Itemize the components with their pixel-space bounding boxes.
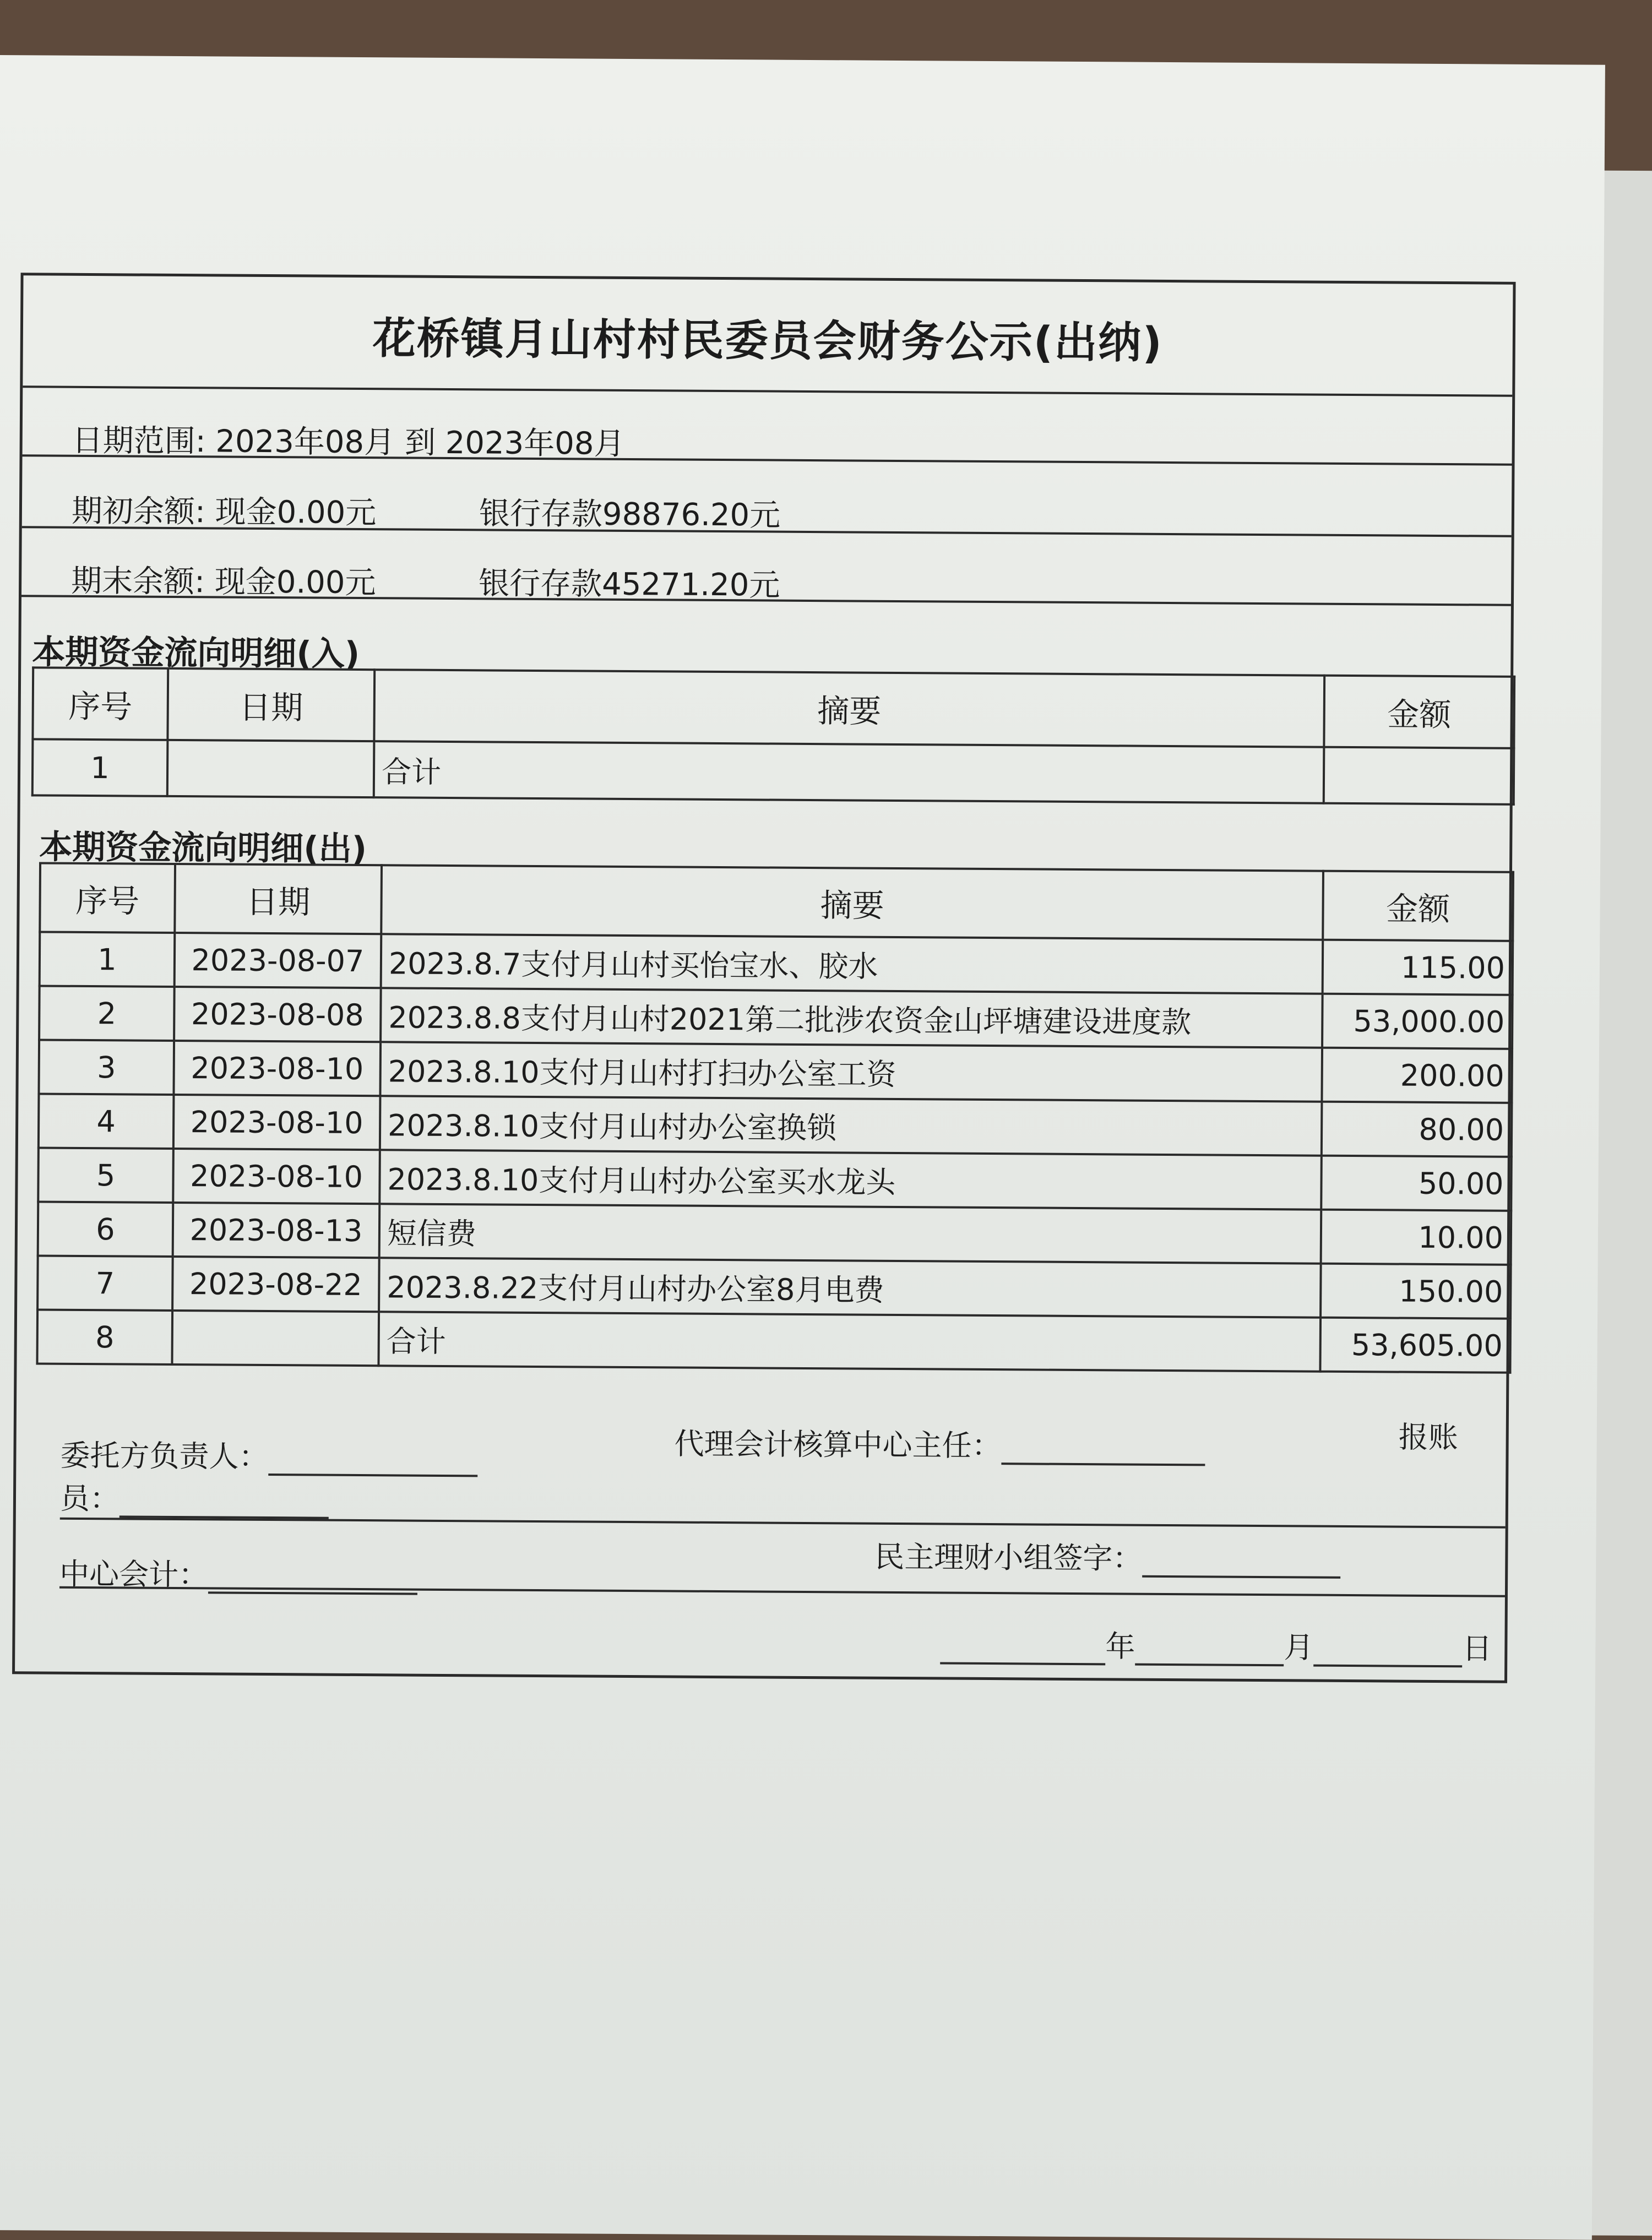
cell-amount: 150.00 bbox=[1320, 1264, 1511, 1319]
cell-no: 6 bbox=[38, 1201, 173, 1256]
date-line bbox=[940, 1622, 1492, 1667]
expense-table bbox=[36, 862, 1514, 1373]
cell-summary: 2023.8.10支付月山村打扫办公室工资 bbox=[380, 1042, 1322, 1101]
header-summary: 摘要 bbox=[374, 670, 1324, 747]
client-label: 委托方负责人： bbox=[60, 1438, 269, 1475]
cell-summary: 2023.8.10支付月山村办公室换锁 bbox=[380, 1096, 1322, 1155]
table-row bbox=[37, 1309, 1510, 1372]
month-blank bbox=[1135, 1663, 1284, 1667]
day-blank bbox=[1313, 1665, 1462, 1668]
cell-summary: 2023.8.7支付月山村买怡宝水、胶水 bbox=[381, 934, 1323, 993]
accountant-blank bbox=[208, 1591, 417, 1595]
accountant-label: 中心会计： bbox=[59, 1556, 209, 1592]
header-date: 日期 bbox=[175, 864, 382, 934]
page-title: 花桥镇月山村村民委员会财务公示(出纳) bbox=[372, 314, 1164, 368]
finance-notice-form bbox=[12, 273, 1515, 1683]
cell-summary: 短信费 bbox=[379, 1204, 1322, 1263]
cell-amount: 50.00 bbox=[1321, 1156, 1512, 1211]
cell-no: 8 bbox=[37, 1309, 172, 1364]
date-range: 日期范围: 2023年08月 到 2023年08月 bbox=[72, 422, 625, 462]
cell-date bbox=[167, 740, 374, 797]
cell-summary: 2023.8.10支付月山村办公室买水龙头 bbox=[379, 1150, 1322, 1209]
expense-heading: 本期资金流向明细(出) bbox=[39, 828, 367, 869]
expense-header-row bbox=[40, 863, 1513, 940]
group-label: 民主理财小组签字： bbox=[874, 1539, 1143, 1576]
cell-no: 5 bbox=[38, 1148, 173, 1202]
cell-no: 1 bbox=[40, 932, 175, 986]
cell-amount: 80.00 bbox=[1322, 1102, 1512, 1157]
year-blank bbox=[940, 1662, 1105, 1665]
cell-amount: 10.00 bbox=[1321, 1210, 1512, 1265]
month-label: 月 bbox=[1284, 1630, 1314, 1665]
cell-date: 2023-08-22 bbox=[172, 1257, 379, 1312]
table-row bbox=[40, 932, 1513, 994]
cell-summary: 2023.8.8支付月山村2021第二批涉农资金山坪塘建设进度款 bbox=[381, 988, 1323, 1047]
director-signature bbox=[674, 1421, 1205, 1466]
table-row bbox=[39, 1094, 1512, 1156]
cell-amount: 200.00 bbox=[1322, 1048, 1512, 1103]
cell-date: 2023-08-10 bbox=[173, 1149, 380, 1204]
table-row bbox=[38, 1201, 1512, 1264]
divider bbox=[23, 385, 1512, 397]
clerk-signature bbox=[60, 1475, 329, 1519]
header-no: 序号 bbox=[32, 667, 168, 740]
cell-no: 4 bbox=[39, 1094, 174, 1148]
year-label: 年 bbox=[1105, 1629, 1135, 1664]
day-label: 日 bbox=[1462, 1631, 1492, 1666]
cell-no: 7 bbox=[37, 1255, 173, 1310]
income-heading: 本期资金流向明细(入) bbox=[32, 633, 360, 674]
header-summary: 摘要 bbox=[381, 865, 1323, 939]
header-date: 日期 bbox=[167, 668, 374, 741]
header-no: 序号 bbox=[40, 863, 175, 932]
table-row bbox=[37, 1255, 1511, 1318]
client-signature bbox=[60, 1432, 477, 1477]
director-blank bbox=[1001, 1462, 1205, 1466]
cell-summary: 合计 bbox=[374, 741, 1324, 803]
cell-amount: 53,605.00 bbox=[1320, 1318, 1510, 1373]
cell-amount: 53,000.00 bbox=[1322, 994, 1513, 1049]
cell-date: 2023-08-13 bbox=[173, 1203, 380, 1258]
cell-summary: 2023.8.22支付月山村办公室8月电费 bbox=[379, 1258, 1321, 1317]
cell-date bbox=[172, 1311, 379, 1366]
cell-no: 3 bbox=[39, 1040, 174, 1094]
group-signature bbox=[874, 1534, 1340, 1579]
cell-amount bbox=[1324, 747, 1514, 804]
opening-cash: 期初余额: 现金0.00元 bbox=[71, 493, 377, 531]
table-row bbox=[32, 739, 1514, 804]
closing-bank: 银行存款45271.20元 bbox=[478, 566, 780, 604]
cell-no: 1 bbox=[32, 739, 168, 796]
header-amount: 金额 bbox=[1324, 676, 1514, 748]
header-amount: 金额 bbox=[1323, 871, 1513, 941]
opening-bank: 银行存款98876.20元 bbox=[479, 496, 781, 534]
cell-date: 2023-08-08 bbox=[174, 987, 381, 1042]
cell-amount: 115.00 bbox=[1323, 940, 1513, 995]
closing-cash: 期末余额: 现金0.00元 bbox=[70, 563, 376, 601]
cell-date: 2023-08-10 bbox=[173, 1041, 381, 1096]
table-row bbox=[39, 986, 1513, 1048]
income-table bbox=[31, 666, 1515, 805]
table-row bbox=[39, 1040, 1512, 1102]
cell-summary: 合计 bbox=[378, 1312, 1320, 1371]
table-row bbox=[38, 1148, 1512, 1210]
clerk-label-top: 报账 bbox=[1398, 1420, 1458, 1455]
cell-date: 2023-08-10 bbox=[173, 1095, 381, 1150]
income-header-row bbox=[32, 667, 1514, 748]
clerk-label-bottom: 员： bbox=[59, 1481, 120, 1516]
director-label: 代理会计核算中心主任： bbox=[674, 1426, 1002, 1464]
group-blank bbox=[1142, 1575, 1340, 1579]
divider bbox=[60, 1518, 1506, 1529]
cell-date: 2023-08-07 bbox=[175, 933, 382, 988]
paper-sheet bbox=[0, 55, 1605, 2240]
cell-no: 2 bbox=[39, 986, 175, 1040]
